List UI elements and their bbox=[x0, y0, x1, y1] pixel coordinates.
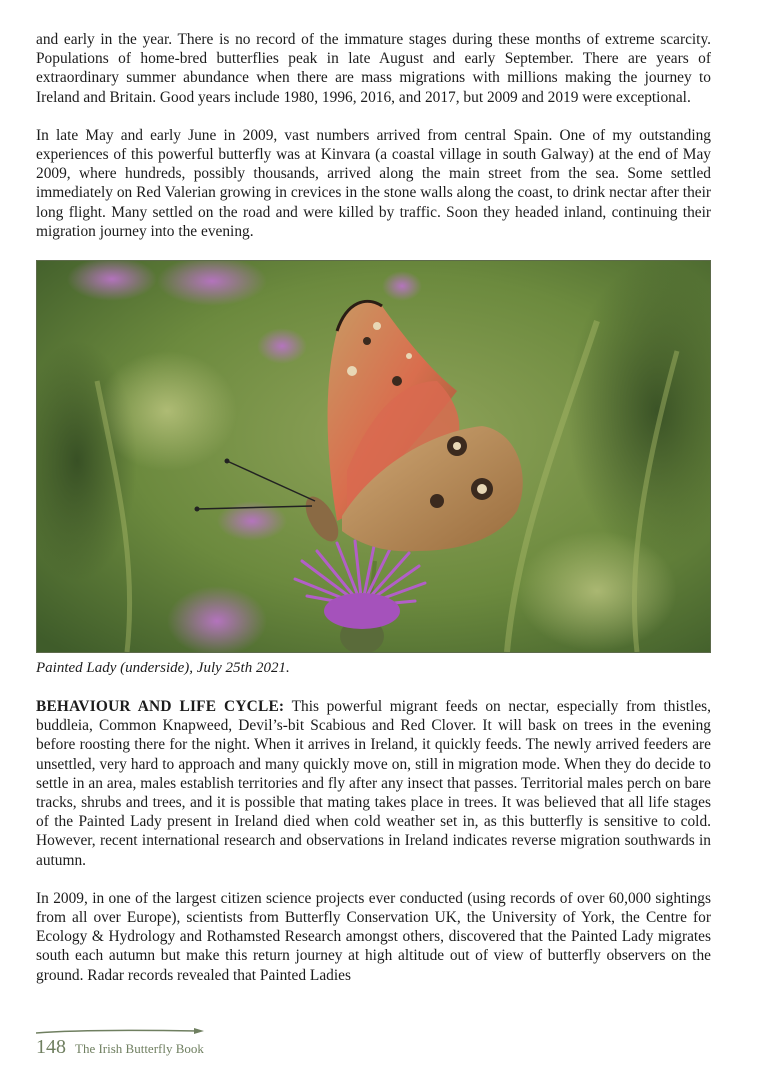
page-number: 148 bbox=[36, 1036, 66, 1058]
paragraph-3-text: This powerful migrant feeds on nectar, especially from thistles, buddleia, Common Knapweed, Devil’s-bit Scabious and Red Clover. It will bask on trees in the evening before roosting there for the night. When it arrives in Ireland, it quickly feeds. The newly arrived feeders are unsettled, very hard to approach and many quickly move on, still in migration mode. When they do decide to settle in an area, males establish territories and fly after any insect that passes. Territorial males perch on bare tracks, shrubs and trees, and it is possible that mating takes place in trees. It was believed that all life stages of the Painted Lady present in Ireland died when cold weather set in, as this butterfly is sensitive to cold. However, recent international research and observations in Ireland indicates reverse migration southwards in autumn. bbox=[36, 698, 711, 869]
paragraph-2: In late May and early June in 2009, vast numbers arrived from central Spain. One of my outstanding experiences of this powerful butterfly was at Kinvara (a coastal village in south Galway) at the end of May 2009, where hundreds, possibly thousands, arrived along the main street from the sea. Some settled immediately on Red Valerian growing in crevices in the stone walls along the coast, to drink nectar after their long flight. Many settled on the road and were killed by traffic. Soon they headed inland, continuing their migration journey into the evening. bbox=[36, 126, 711, 240]
paragraph-4: In 2009, in one of the largest citizen science projects ever conducted (using records of over 60,000 sightings from all over Europe), scientists from Butterfly Conservation UK, the University of York, the Centre for Ecology & Hydrology and Rothamsted Research amongst others, discovered that the Painted Lady migrates south each autumn but make this return journey at high altitude out of view of butterfly observers on the ground. Radar records revealed that Painted Ladies bbox=[36, 889, 711, 984]
book-title: The Irish Butterfly Book bbox=[75, 1041, 204, 1056]
section-heading: BEHAVIOUR AND LIFE CYCLE: bbox=[36, 698, 285, 716]
page-content bbox=[36, 30, 711, 985]
paragraph-3 bbox=[36, 697, 711, 870]
paragraph-1: and early in the year. There is no record of the immature stages during these months of extreme scarcity. Populations of home-bred butterflies peak in late August and early September. There are years of extraordinary summer abundance when there are mass migrations with millions making the journey to Ireland and Britain. Good years include 1980, 1996, 2016, and 2017, but 2009 and 2019 were exceptional. bbox=[36, 31, 711, 106]
page-footer bbox=[36, 1028, 236, 1064]
figure-caption: Painted Lady (underside), July 25th 2021. bbox=[36, 660, 290, 677]
footer-rule-ornament bbox=[36, 1028, 206, 1036]
butterfly-photo bbox=[36, 260, 711, 653]
